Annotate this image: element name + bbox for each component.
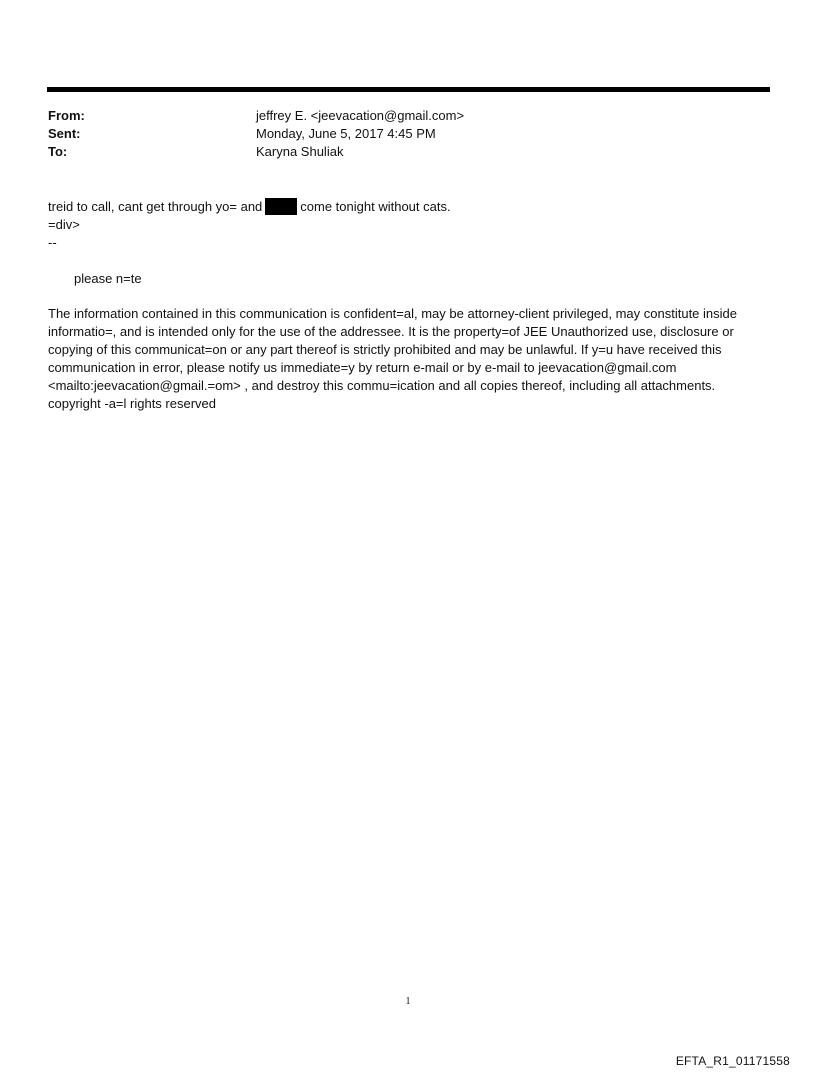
sent-label: Sent: bbox=[48, 126, 81, 141]
message-line-2: =div> bbox=[48, 217, 80, 232]
sent-value: Monday, June 5, 2017 4:45 PM bbox=[256, 126, 436, 141]
from-label: From: bbox=[48, 108, 85, 123]
disclaimer-paragraph: The information contained in this communication is confident=al, may be attorney-client privileged, may constitute inside informatio=, and is intended only for the use of the addressee. It is the property=of JEE Unauthorized use, disclosure or copying of this communicat=on or any part thereof is strictly prohibited and may be unlawful. If y=u have received this communication in error, please notify us immediate=y by return e-mail or by e-mail to jeevacation@gmail.com <mailto:jeevacation@gmail.=om> , and destroy this commu=ication and all copies thereof, including all attachments. copyright -a=l rights reserved bbox=[48, 306, 737, 411]
page-number: 1 bbox=[405, 996, 411, 1007]
redaction-box bbox=[265, 198, 297, 215]
document-id: EFTA_R1_01171558 bbox=[675, 1054, 790, 1068]
to-value: Karyna Shuliak bbox=[256, 144, 344, 159]
message-line-3: -- bbox=[48, 235, 57, 250]
from-value: jeffrey E. <jeevacation@gmail.com> bbox=[256, 108, 465, 123]
message-text-before-redaction: treid to call, cant get through yo= and bbox=[48, 199, 263, 214]
note-line: please n=te bbox=[74, 271, 142, 286]
to-label: To: bbox=[48, 144, 68, 159]
message-text-after-redaction: come tonight without cats. bbox=[300, 199, 451, 214]
header-rule bbox=[47, 87, 770, 92]
message-line-1 bbox=[48, 198, 451, 216]
